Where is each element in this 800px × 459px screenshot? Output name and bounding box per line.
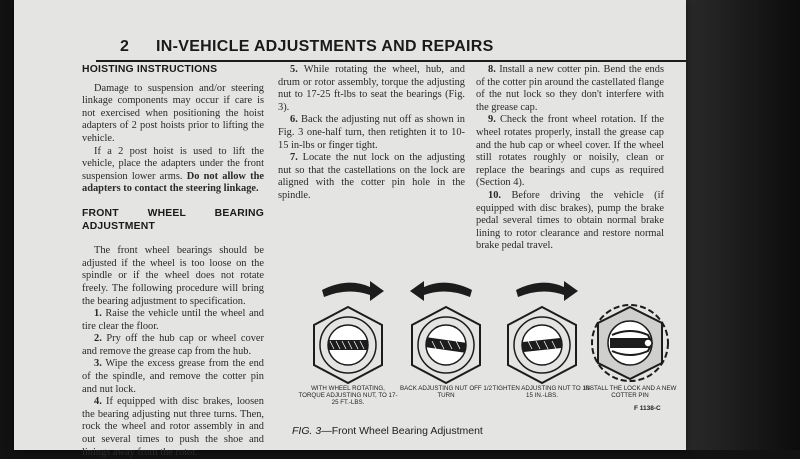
figure-code: F 1138-C	[634, 405, 661, 412]
column-right	[476, 64, 664, 253]
figure-label: FIG. 3	[292, 425, 322, 437]
step-7: 7. Locate the nut lock on the adjusting nut so that the castellations on the lock are aligned with the cotter pin hole in the spindle.	[278, 152, 465, 201]
column-middle	[278, 64, 465, 203]
rotation-arrow-right-icon	[322, 281, 384, 301]
caption-torque: WITH WHEEL ROTATING, TORQUE ADJUSTING NUT, TO 17-25 FT.-LBS.	[298, 385, 398, 406]
bearing-heading: FRONT WHEEL BEARING ADJUSTMENT	[82, 207, 264, 232]
hex-nut-illustration	[398, 275, 494, 385]
rotation-arrow-left-icon	[410, 281, 472, 301]
page-header	[96, 36, 686, 62]
figure-caption	[292, 425, 483, 437]
hoisting-paragraph-2: If a 2 post hoist is used to lift the vehicle, place the adapters under the front suspension lower arms. Do not allow the adapters to contact the steering linkage.	[82, 145, 264, 195]
hex-nut-illustration	[494, 275, 590, 385]
figure-3	[282, 275, 677, 450]
step-3: 3. Wipe the excess grease from the end of the spindle, and remove the cotter pin and nut lock.	[82, 358, 264, 395]
page-number: 2	[120, 38, 129, 55]
bearing-intro: The front wheel bearings should be adjusted if the wheel is too loose on the spindle or if the wheel does not rotate freely. The following procedure will bring the bearing adjustment to specification.	[82, 245, 264, 307]
step-6: 6. Back the adjusting nut off as shown in Fig. 3 one-half turn, then retighten it to 10-15 in-lbs or finger tight.	[278, 114, 465, 151]
step-9: 9. Check the front wheel rotation. If the wheel rotates properly, install the grease cap and the hub cap or wheel cover. If the wheel still rotates roughly or noisily, clean or replace the bearings and cups as required (Section 4).	[476, 114, 664, 189]
hoisting-warning: Do not allow the adapters to contact the steering linkage.	[82, 170, 264, 195]
figure-title: —Front Wheel Bearing Adjustment	[321, 425, 483, 437]
step-1: 1. Raise the vehicle until the wheel and tire clear the floor.	[82, 308, 264, 332]
nut-lock-cotter-pin-illustration	[582, 275, 678, 385]
caption-back-off: BACK ADJUSTING NUT OFF 1/2 TURN	[399, 385, 493, 399]
step-4: 4. If equipped with disc brakes, loosen the bearing adjusting nut three turns. Then, rock the wheel and rotor assembly in and out several times to push the shoe and linings away from the rotor.	[82, 396, 264, 458]
step-8: 8. Install a new cotter pin. Bend the ends of the cotter pin around the castellated flange of the nut lock so they don't interfere with the grease cap.	[476, 64, 664, 113]
column-left	[82, 64, 264, 459]
step-5: 5. While rotating the wheel, hub, and drum or rotor assembly, torque the adjusting nut to 17-25 ft-lbs to seat the bearings (Fig. 3).	[278, 64, 466, 113]
caption-tighten: TIGHTEN ADJUSTING NUT TO 10-15 IN.-LBS.	[492, 385, 592, 399]
hex-nut-illustration	[300, 275, 396, 385]
step-2: 2. Pry off the hub cap or wheel cover and remove the grease cap from the hub.	[82, 333, 264, 357]
caption-lock: INSTALL THE LOCK AND A NEW COTTER PIN	[583, 385, 677, 399]
background-edge	[686, 0, 800, 450]
chapter-title: IN-VEHICLE ADJUSTMENTS AND REPAIRS	[156, 38, 494, 55]
rotation-arrow-right-icon	[516, 281, 578, 301]
step-10: 10. Before driving the vehicle (if equipped with disc brakes), pump the brake pedal several times to obtain normal brake lining to rotor clearance and restore normal brake pedal travel.	[476, 189, 664, 252]
hoisting-heading: HOISTING INSTRUCTIONS	[82, 64, 218, 75]
hoisting-paragraph-1: Damage to suspension and/or steering linkage components may occur if care is not exercised when positioning the hoist adapters of 2 post hoists prior to lifting the vehicle.	[82, 82, 264, 144]
